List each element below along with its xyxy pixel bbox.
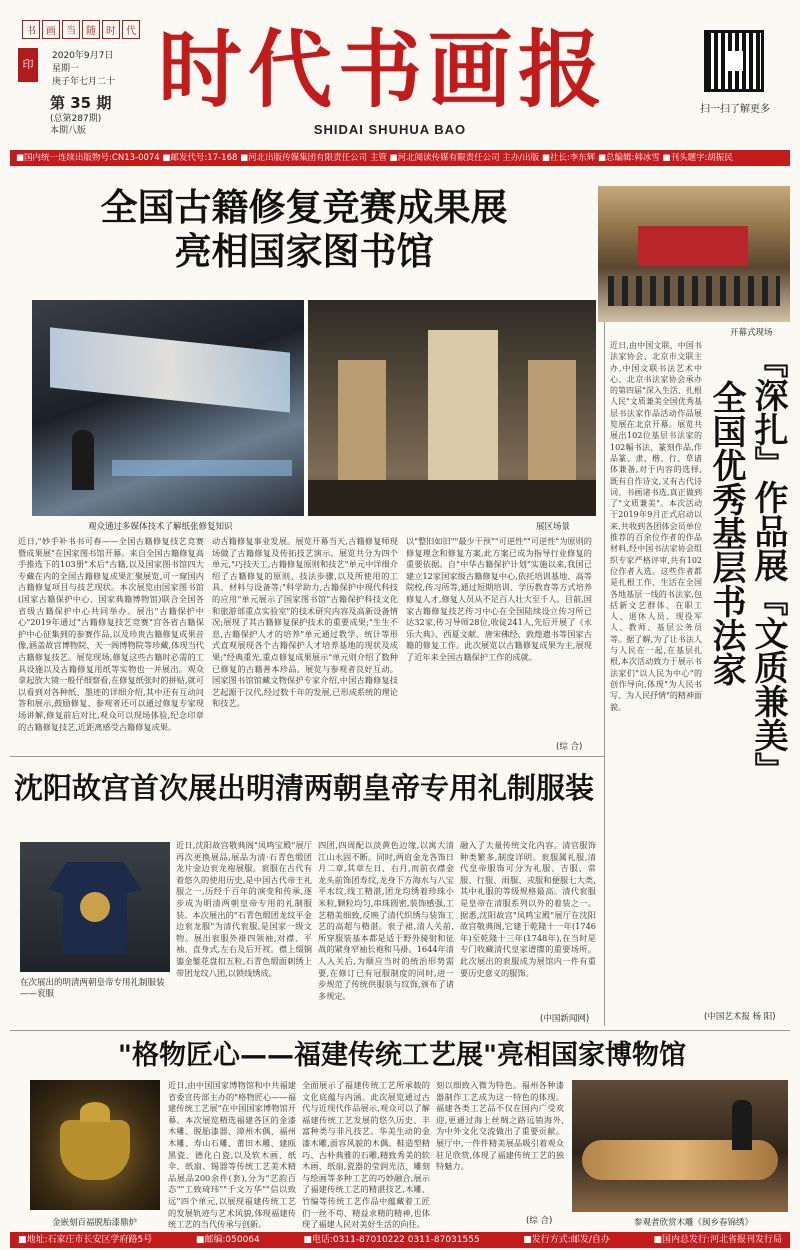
article1-body-col3: 以"整旧如旧""最少干预""可逆性""可逆性"为原则的修复理念和修复方案,此方案已成为指导行业修复的重要依据。自"中华古籍保护计划"实施以来,我国已建立12家国家级古籍修复中心,依托培训基地、高等院校,传习所等,通过短期培训、学历教育等方式培养修复人才,修复人员从不足百人壮大至千人。目前,国家古籍修复技艺传习中心在全国陆续设立传习所已达32家,传习导师28位,收徒241人,先后开展了《永乐大典》、西夏文献、唐宋佛经、敦煌遗书等国家古籍的修复工作。此次展览以古籍修复成果为主,展现了近年来全国古籍保护工作的成就。: [406, 536, 592, 662]
tag: 画: [42, 20, 60, 39]
seal-logo: 印: [18, 48, 38, 82]
article3-photo2-caption: 参观者欣赏木雕《闽乡春锦绣》: [634, 1218, 754, 1228]
sidebar-vertical-title-1: 『深扎』作品展『文质兼美』: [748, 344, 788, 786]
qr-code-icon: [704, 30, 764, 92]
footer-address: ■地址:石家庄市长安区学府路5号: [18, 1235, 153, 1245]
date-block: [52, 50, 115, 89]
article2-body-col1: 近日,沈阳故宫敬典阁"凤鸣宝殿"展厅再次更换展品,展品为清·石青色缎团龙片金边衮龙袍展服。衮服在古代有着悠久的使用历史,是中国古代帝王礼服之一,历经千百年的演变和传承,逐步成为明清两朝皇帝专用的礼制服装。本次展出的"石青色缎团龙纹平金边衮龙服"为清代衮服,是国家一级文物。展出衮服外褂四领袖,对襟、平袖、直身式,左右及后开衩。襟上缀铜鎏金錾花盘扣五粒,石青色缎面刺绣上带团龙纹八团,以锁线绣成。: [176, 840, 312, 978]
article2-body-col2: 四团,四周配以淡黄色边缘,以寓大清江山永固不断。同时,两肩金龙各饰日月二章,其章左日、右月,而前衣襟金龙头前饰团寿纹,龙身下方海水与八宝平水纹,线工精湛,团龙均绣着珍珠小米粒,颗粒均匀,串珠圆密,装饰感强,工艺精美细致,反映了清代织绣与装饰工艺的高超与精湛。衮子裙,清人关前,所穿服装基本都是适于野外骑射和征战的紧身窄袖长袍和马褂。1644年清人入关后,为顺应当时的统治形势需要,在修订已有冠服制度的同时,进一步规范了传统供服装与纹饰,颁布了诸多规定。: [318, 840, 454, 1001]
masthead-tags: [22, 20, 140, 39]
issue-number: 第 35 期: [50, 94, 112, 112]
issue-total: [50, 113, 101, 137]
article1-photo2-caption: 展区场景: [536, 522, 571, 532]
tag: 书: [22, 20, 40, 39]
tag: 随: [82, 20, 100, 39]
footer-phone: ■电话:0311-87010222 0311-87031555: [303, 1235, 480, 1245]
publication-info-bar: ■国内统一连续出版物号:CN13-0074 ■邮发代号:17-168 ■河北出版传媒集团有限责任公司 主管 ■河北阅读传媒有限责任公司 主办/出版 ■社长:李东辉 ■总编辑:韩冰雪 ■刊头题字:胡振民: [10, 150, 790, 166]
article2-source: (中国新闻网): [540, 1014, 590, 1024]
article1-photo-multimedia: [32, 300, 304, 516]
sidebar-vertical-title-2: 全国优秀基层书法家: [706, 380, 746, 686]
footer-publisher: ■国内总发行:河北省报刊发行局: [653, 1235, 782, 1245]
footer-distribution: ■发行方式:邮发/自办: [523, 1235, 610, 1245]
tag: 代: [122, 20, 140, 39]
article2-photo-robe: [20, 842, 170, 972]
article3-body-col1: 近日,由中国国家博物馆和中共福建省委宣传部主办的"格物匠心——福建传统工艺展"在中国国家博物馆开幕。本次展览精选福建各区的金漆木雕、脱胎漆器、漳州木偶、福州木雕、寿山石雕、莆田木雕、建瓯黑瓷、德化白瓷,以及软木画、纸伞、纸扇、锡器等传统工艺美术精品展品200余件(套),分为"艺韵百态""工致琦玮""千文万华""信以致远"四个单元,以展现福建传统工艺的发展轨迹与艺术风貌,体现福建传统工艺的当代传承与创新。: [168, 1080, 296, 1230]
article3-photo-woodcarving: [572, 1080, 788, 1212]
total-issue: (总第287期): [50, 114, 102, 124]
headline-line: 亮相国家图书馆: [174, 230, 434, 273]
sidebar-source: (中国艺术报 杨 阳): [704, 1012, 776, 1022]
article3-body-col3: 刻以细致入微为特色。福州各种漆器制作工艺成为这一特色的体现。福建各类工艺品不仅在国内广受欢迎,更通过海上丝绸之路远销海外,为中外文化交流做出了重要贡献。展厅中,一件件精美展品吸引着观众驻足欣赏,体现了福建传统工艺的独特魅力。: [436, 1080, 564, 1172]
tag: 当: [62, 20, 80, 39]
sidebar-body: 近日,由中国文联、中国书法家协会、北京市文联主办,中国文联书法艺术中心、北京书法家协会承办的第四届"深入生活、扎根人民"文质兼美全国优秀基层书法家作品活动作品展览展在北京开幕。展览共展出102位基层书法家的102幅书法、篆刻作品,作品篆、隶、楷、行、草诸体兼备,对于内容的选择,既有自作诗文,又有古代诗词、书画诸书选,真正做到了"文质兼美"。本次活动于2019年9月正式启动以来,共收到各团体会员单位推荐的百余位作者的作品材料,经中国书法家协会组织专家严格评审,共有102位作者入选。这些作者都是扎根工作、生活在全国各地基层一线的书法家,包括新文艺群体、在职工人、退休人员、现役军人、教师、基层公务员等。据了解,为了让书法人与人民在一起,在基层扎根,本次活动致力于展示书法家们"以人民为中心"的创作导向,体现"为人民书写、为人民抒情"的精神面貌。: [610, 341, 702, 712]
article3-photo-censer: [30, 1080, 160, 1210]
article3-photo1-caption: 金嵌刻百福脱胎漆鼎炉: [52, 1218, 138, 1228]
date: 2020年9月7日: [52, 51, 114, 61]
article3-source: (综 合): [526, 1216, 553, 1226]
newspaper-title: 时代书画报: [158, 20, 609, 119]
article1-body-col1: 近日,"妙手补书书可春——全国古籍修复技艺竞赛暨成果展"在国家图书馆开幕。来自全国古籍修复高手推选下的103册"术后"古籍,以及国家图书馆四大专藏在内的全国古籍修复成果汇聚展览,可一窥国内古籍修复项目与技艺现状。本次展览由国家图书馆(国家古籍保护中心、国家典籍博物馆)联合全国各省级古籍保护中心共同举办。展出"古籍保护中心"2019年通过"古籍修复技艺竞赛"宫各省古籍保护中心征集到的参赛作品,以及珍贵古籍修复成果音像,涵盖故宫博物院、天一阁博物院等珍藏,体现当代古籍修复技艺。展览现场,修复这些古籍时必需的工具设施以及古籍修复用纸等实物也一并展出。观众拿起放大镜一般仔细察看,在修复纸张时的拼贴,就可以看到对各种纸、墨迹的详细介绍,其中还有互动问答和展示,鼓励修复、参观者还可以通过修复专家现场讲解,修复前后对比,观众可以现场体验,纪念印章的古籍修复技艺,近距离感受古籍修复成果。: [18, 536, 204, 732]
article2-headline: 沈阳故宫首次展出明清两朝皇帝专用礼制服装: [14, 771, 595, 805]
headline-line: 全国古籍修复竞赛成果展: [100, 186, 508, 229]
section-divider: [10, 1030, 790, 1031]
footer-bar: [10, 1232, 790, 1248]
qr-caption: 扫一扫了解更多: [700, 104, 770, 115]
sidebar-photo-opening: [598, 186, 790, 322]
newspaper-pinyin: SHIDAI SHUHUA BAO: [313, 122, 467, 137]
article1-headline: [14, 186, 594, 274]
article3-headline: "格物匠心——福建传统工艺展"亮相国家博物馆: [117, 1040, 687, 1071]
article1-source: (综 合): [556, 742, 583, 752]
page-count: 本期八版: [50, 126, 87, 136]
article1-photo1-caption: 观众通过多媒体技术了解纸张修复知识: [88, 522, 233, 532]
footer-postcode: ■邮编:050064: [195, 1235, 260, 1245]
lunar-date: 庚子年七月二十: [52, 77, 116, 87]
sidebar-photo-caption: 开幕式现场: [730, 328, 773, 338]
article2-body-col3: 融入了大量传统文化内容。清官服饰种类繁多,制度详明。衮服属礼服,清代皇帝服饰可分为礼服、吉服、常服、行服、雨服、戎服和便服七大类,其中礼服的等级规格最高。清代衮服是皇帝在清服系列以外的着装之一。据悉,沈阳故宫"凤鸣宝殿"展厅在沈阳故宫敬典阁,它建于乾隆十一年(1746年)至乾隆十三年(1748年),在当时是专门收藏清代皇家谱牒的重要场所。此次展出的衮服成为展馆内一件有重要历史意义的服饰。: [460, 840, 596, 978]
article1-photo-exhibit-hall: [308, 300, 596, 516]
weekday: 星期一: [52, 64, 80, 74]
tag: 时: [102, 20, 120, 39]
article1-body-col2: 动古籍修复事业发展。展览开幕当天,古籍修复师现场做了古籍修复及传拓技艺演示。展览共分为四个单元,"巧技天工,古籍修复原则和技艺"单元中详细介绍了古籍修复的原则、技法步骤,以及所使用的工具、材料与设备等;"科学助力,古籍保护中现代科技的应用"单元展示了国家图书馆"古籍保护科技文化和旅游部重点实验室"的技术研究内容及高新设备情况;展现了其古籍修复保护技术的重要成果;"生生不息,古籍保护人才的培养"单元通过教学、统计等形式直观展现各个古籍保护人才培养基地的现状及成果;"经典重光,重点修复成果展示"单元则介绍了数种已修复的古籍善本珍品。展览与参观者良好互动。国家图书馆馆藏文物保护专家介绍,中国古籍修复技艺起源于汉代,经过数千年的发展,已形成系统的理论和技艺。: [212, 536, 398, 709]
article2-photo-caption: 在次展出的明清两朝皇帝专用礼制服装——衮服: [20, 978, 165, 999]
article3-body-col2: 全面展示了福建传统工艺所承载的文化底蕴与内涵。此次展览通过古代与近现代作品展示,观众可以了解福建传统工艺发展的悠久历史、丰富种类与非凡技艺。华美生动的金漆木雕,面容风貌的木偶、鞋造型精巧、古朴典雅的石雕,精致秀美的软木画、纸扇,瓷器的莹润光洁、雕刻与绘画等多种工艺的巧妙融合,展示了福建传统工艺的精湛技艺,木雕、竹编等传统工艺作品中蕴藏着工匠们一丝不苟、精益求精的精神,也体现了福建人民对美好生活的向往。: [302, 1080, 430, 1230]
section-divider: [10, 756, 604, 757]
